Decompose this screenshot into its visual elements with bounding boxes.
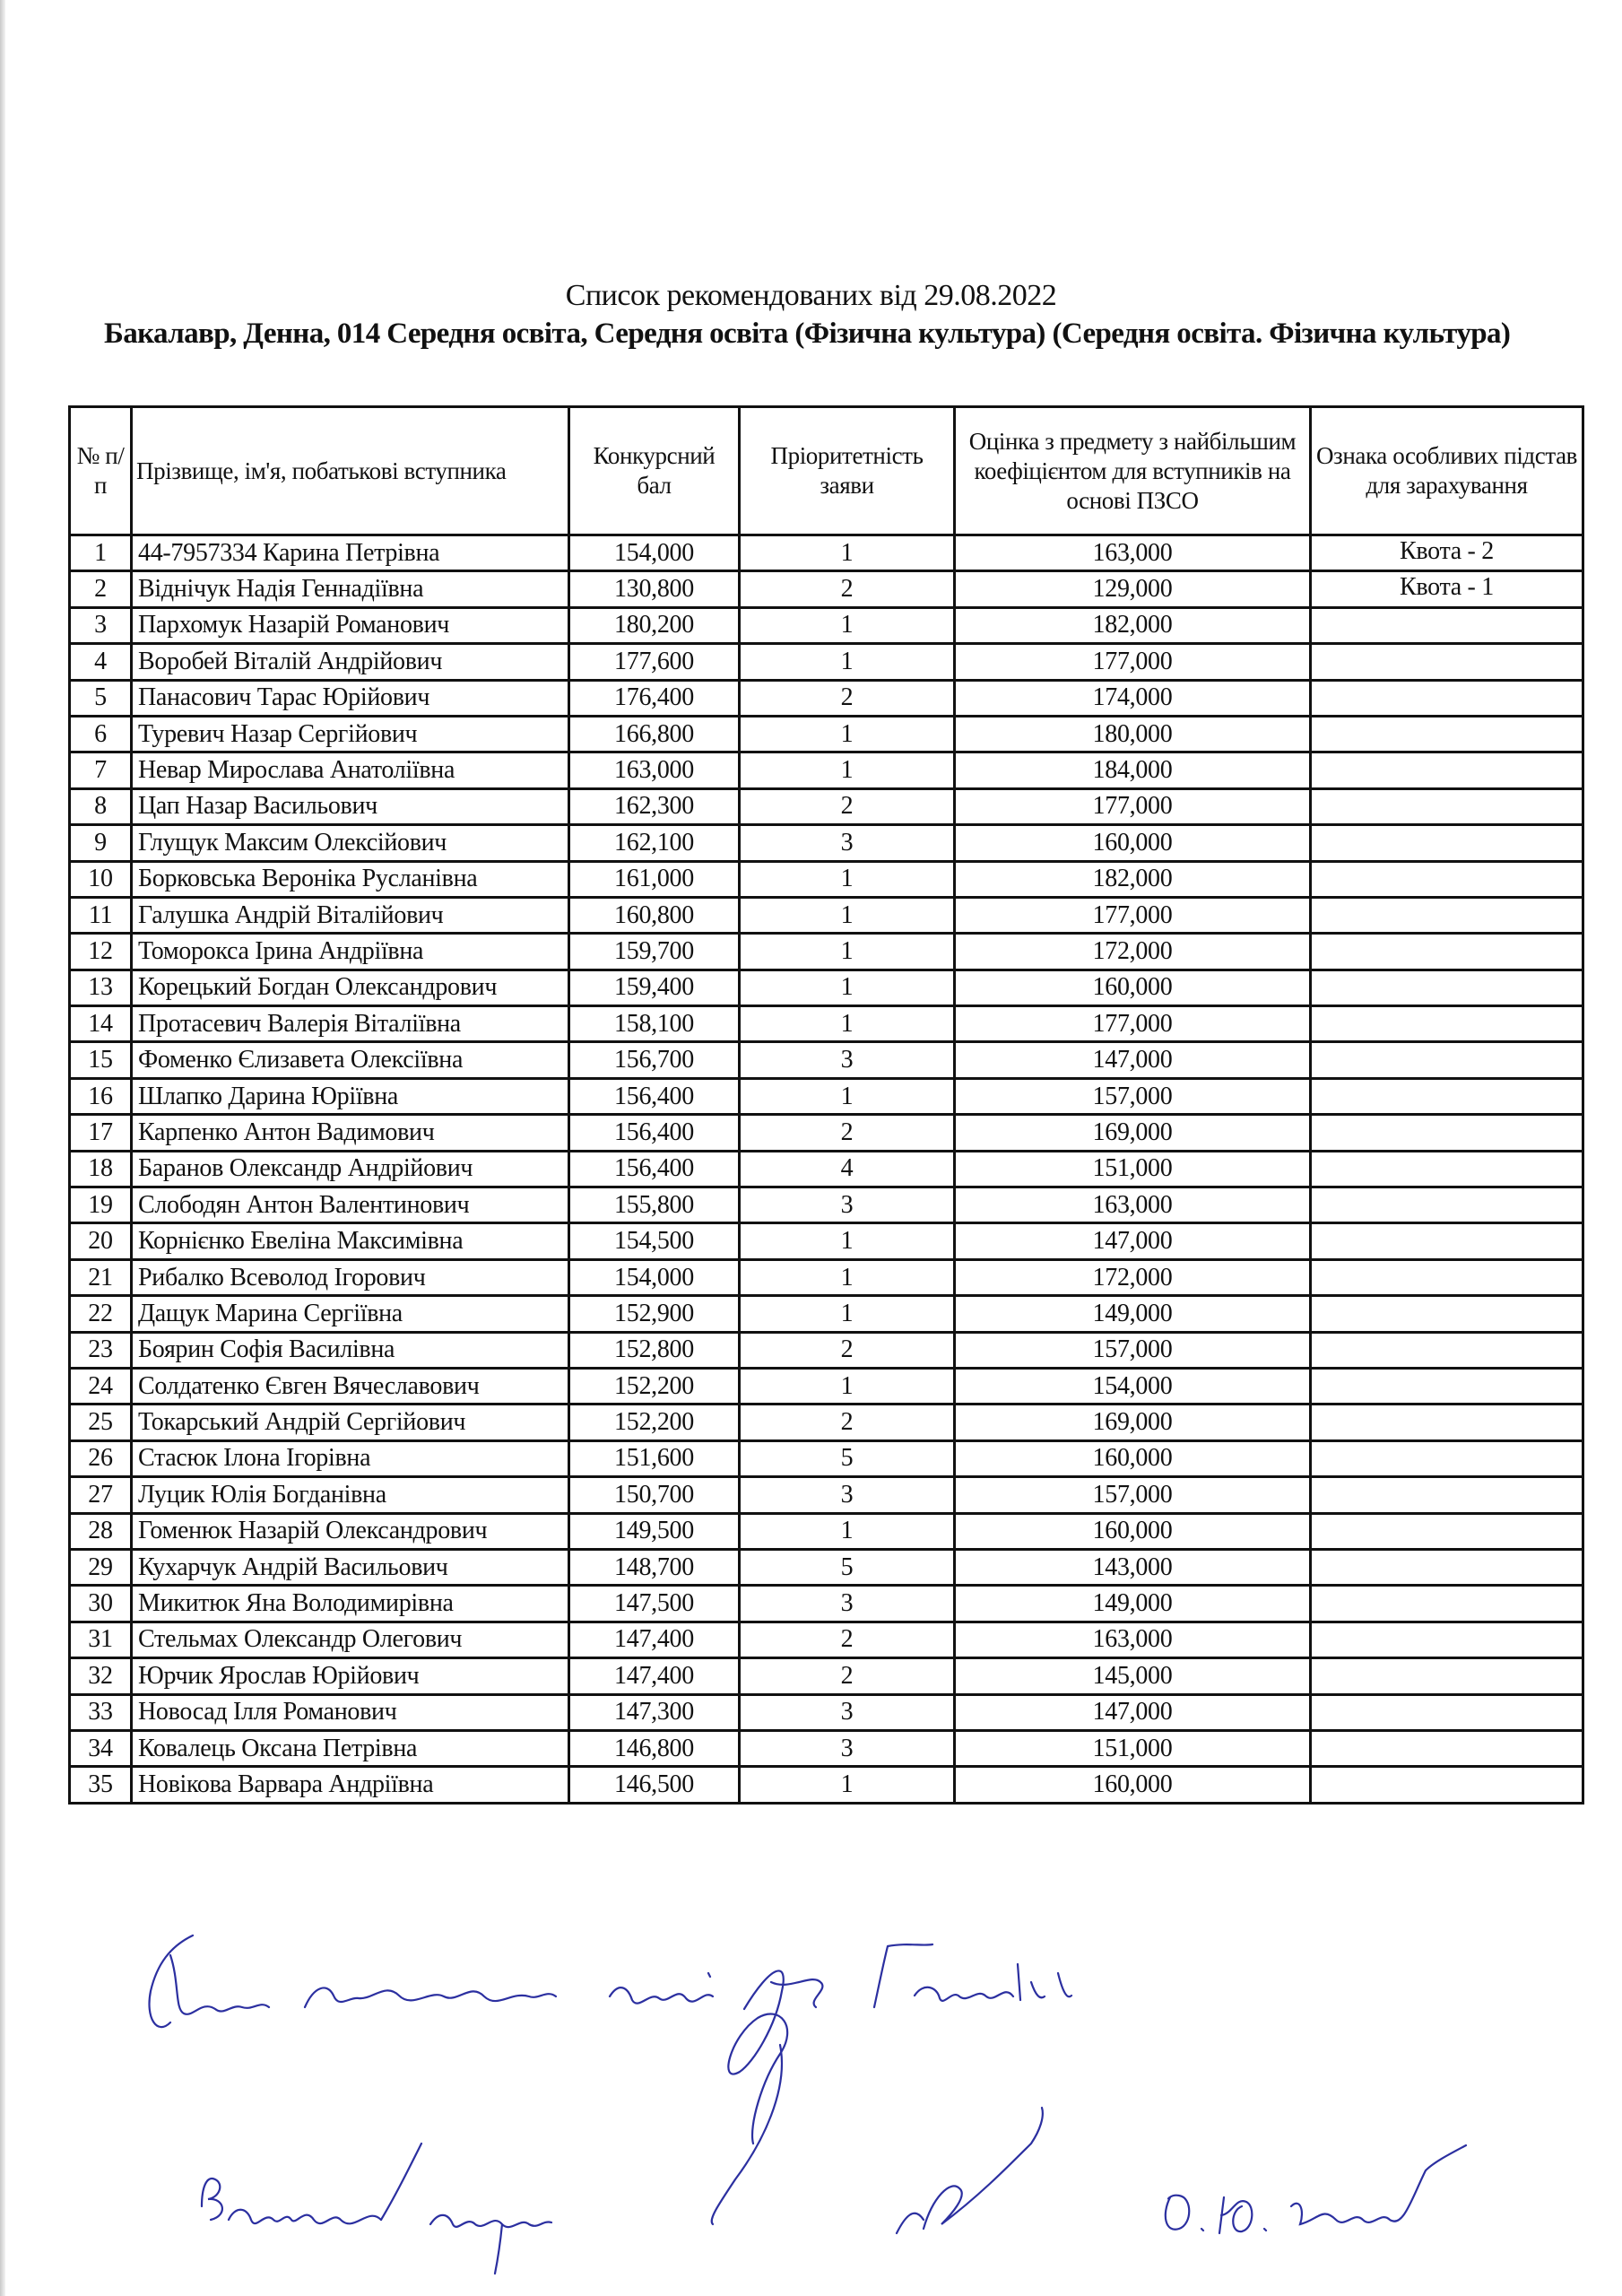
table-row: [70, 1078, 1583, 1114]
row-num: 22: [70, 1296, 132, 1332]
application-priority: 3: [740, 1187, 955, 1223]
applicant-name: Туревич Назар Сергійович: [132, 716, 569, 752]
special-grounds: [1311, 1622, 1583, 1657]
application-priority: 1: [740, 1368, 955, 1404]
subject-score: 160,000: [955, 1767, 1311, 1803]
application-priority: 1: [740, 1259, 955, 1295]
special-grounds: [1311, 1368, 1583, 1404]
application-priority: 1: [740, 1078, 955, 1114]
row-num: 16: [70, 1078, 132, 1114]
competitive-score: 152,200: [569, 1405, 740, 1440]
table-row: [70, 1332, 1583, 1368]
competitive-score: 147,500: [569, 1586, 740, 1622]
row-num: 1: [70, 535, 132, 571]
special-grounds: [1311, 1549, 1583, 1585]
table-row: [70, 607, 1583, 643]
applicant-name: Пархомук Назарій Романович: [132, 607, 569, 643]
table-row: [70, 1368, 1583, 1404]
competitive-score: 146,800: [569, 1730, 740, 1766]
applicant-name: Юрчик Ярослав Юрійович: [132, 1658, 569, 1694]
application-priority: 1: [740, 1296, 955, 1332]
application-priority: 1: [740, 535, 955, 571]
applicant-name: Рибалко Всеволод Ігорович: [132, 1259, 569, 1295]
row-num: 11: [70, 897, 132, 933]
special-grounds: [1311, 1223, 1583, 1259]
special-grounds: [1311, 788, 1583, 824]
competitive-score: 166,800: [569, 716, 740, 752]
table-row: [70, 825, 1583, 861]
competitive-score: 151,600: [569, 1440, 740, 1476]
applicant-name: Корнієнко Евеліна Максимівна: [132, 1223, 569, 1259]
table-row: [70, 752, 1583, 788]
row-num: 26: [70, 1440, 132, 1476]
table-row: [70, 1006, 1583, 1042]
applicant-name: Солдатенко Євген Вячеславович: [132, 1368, 569, 1404]
table-header-row: [70, 407, 1583, 535]
application-priority: 1: [740, 752, 955, 788]
subject-score: 157,000: [955, 1477, 1311, 1513]
special-grounds: [1311, 1078, 1583, 1114]
application-priority: 1: [740, 934, 955, 970]
competitive-score: 160,800: [569, 897, 740, 933]
application-priority: 2: [740, 1622, 955, 1657]
row-num: 10: [70, 861, 132, 897]
special-grounds: Квота - 2: [1311, 535, 1583, 571]
applicant-name: Віднічук Надія Геннадіївна: [132, 571, 569, 607]
subject-score: 172,000: [955, 1259, 1311, 1295]
applicant-name: Томорокса Ірина Андріївна: [132, 934, 569, 970]
subject-score: 147,000: [955, 1223, 1311, 1259]
table-row: [70, 934, 1583, 970]
subject-score: 177,000: [955, 1006, 1311, 1042]
row-num: 31: [70, 1622, 132, 1657]
application-priority: 2: [740, 1405, 955, 1440]
applicant-name: Шлапко Дарина Юріївна: [132, 1078, 569, 1114]
subject-score: 157,000: [955, 1332, 1311, 1368]
subject-score: 160,000: [955, 825, 1311, 861]
applicant-name: Баранов Олександр Андрійович: [132, 1151, 569, 1187]
table-row: [70, 1115, 1583, 1151]
handwritten-signatures-icon: [0, 1910, 1622, 2296]
special-grounds: [1311, 1187, 1583, 1223]
competitive-score: 154,000: [569, 1259, 740, 1295]
subject-score: 147,000: [955, 1694, 1311, 1730]
row-num: 12: [70, 934, 132, 970]
table-row: [70, 1296, 1583, 1332]
applicant-name: Ковалець Оксана Петрівна: [132, 1730, 569, 1766]
special-grounds: [1311, 1006, 1583, 1042]
special-grounds: [1311, 1332, 1583, 1368]
application-priority: 1: [740, 1767, 955, 1803]
header-num: № п/п: [70, 407, 132, 535]
header-subject-score: Оцінка з предмету з найбільшим коефіцієнтом для вступників на основі ПЗСО: [955, 407, 1311, 535]
subject-score: 145,000: [955, 1658, 1311, 1694]
row-num: 15: [70, 1042, 132, 1078]
special-grounds: [1311, 1042, 1583, 1078]
special-grounds: [1311, 1259, 1583, 1295]
applicant-name: Воробей Віталій Андрійович: [132, 644, 569, 680]
subject-score: 172,000: [955, 934, 1311, 970]
application-priority: 2: [740, 788, 955, 824]
table-row: [70, 644, 1583, 680]
competitive-score: 161,000: [569, 861, 740, 897]
special-grounds: [1311, 897, 1583, 933]
special-grounds: [1311, 1767, 1583, 1803]
row-num: 3: [70, 607, 132, 643]
row-num: 6: [70, 716, 132, 752]
application-priority: 3: [740, 1477, 955, 1513]
application-priority: 3: [740, 1042, 955, 1078]
row-num: 9: [70, 825, 132, 861]
subject-score: 174,000: [955, 680, 1311, 716]
subject-score: 163,000: [955, 1187, 1311, 1223]
subject-score: 157,000: [955, 1078, 1311, 1114]
application-priority: 1: [740, 897, 955, 933]
competitive-score: 162,300: [569, 788, 740, 824]
application-priority: 1: [740, 644, 955, 680]
special-grounds: Квота - 1: [1311, 571, 1583, 607]
subject-score: 177,000: [955, 788, 1311, 824]
subject-score: 143,000: [955, 1549, 1311, 1585]
header-priority: Пріоритетність заяви: [740, 407, 955, 535]
row-num: 5: [70, 680, 132, 716]
competitive-score: 147,400: [569, 1622, 740, 1657]
row-num: 34: [70, 1730, 132, 1766]
competitive-score: 150,700: [569, 1477, 740, 1513]
row-num: 35: [70, 1767, 132, 1803]
row-num: 17: [70, 1115, 132, 1151]
table-row: [70, 970, 1583, 1005]
row-num: 14: [70, 1006, 132, 1042]
competitive-score: 130,800: [569, 571, 740, 607]
application-priority: 2: [740, 680, 955, 716]
special-grounds: [1311, 716, 1583, 752]
table-row: [70, 1694, 1583, 1730]
competitive-score: 176,400: [569, 680, 740, 716]
special-grounds: [1311, 1296, 1583, 1332]
header-special-grounds: Ознака особливих підстав для зарахування: [1311, 407, 1583, 535]
special-grounds: [1311, 1477, 1583, 1513]
row-num: 27: [70, 1477, 132, 1513]
applicant-name: Новосад Ілля Романович: [132, 1694, 569, 1730]
competitive-score: 147,400: [569, 1658, 740, 1694]
table-row: [70, 1767, 1583, 1803]
application-priority: 2: [740, 1115, 955, 1151]
recommended-list-table: [68, 405, 1584, 1805]
subject-score: 184,000: [955, 752, 1311, 788]
application-priority: 5: [740, 1440, 955, 1476]
subject-score: 169,000: [955, 1115, 1311, 1151]
competitive-score: 146,500: [569, 1767, 740, 1803]
row-num: 20: [70, 1223, 132, 1259]
competitive-score: 154,000: [569, 535, 740, 571]
row-num: 23: [70, 1332, 132, 1368]
table-row: [70, 1259, 1583, 1295]
subject-score: 169,000: [955, 1405, 1311, 1440]
applicant-name: Галушка Андрій Віталійович: [132, 897, 569, 933]
application-priority: 1: [740, 1513, 955, 1549]
application-priority: 1: [740, 1223, 955, 1259]
row-num: 2: [70, 571, 132, 607]
competitive-score: 154,500: [569, 1223, 740, 1259]
applicant-name: Цап Назар Васильович: [132, 788, 569, 824]
competitive-score: 147,300: [569, 1694, 740, 1730]
applicant-name: Глущук Максим Олексійович: [132, 825, 569, 861]
special-grounds: [1311, 861, 1583, 897]
row-num: 7: [70, 752, 132, 788]
table-row: [70, 680, 1583, 716]
table-row: [70, 1223, 1583, 1259]
row-num: 21: [70, 1259, 132, 1295]
special-grounds: [1311, 825, 1583, 861]
special-grounds: [1311, 1730, 1583, 1766]
table-row: [70, 1042, 1583, 1078]
applicant-name: Невар Мирослава Анатоліївна: [132, 752, 569, 788]
subject-score: 177,000: [955, 897, 1311, 933]
table-row: [70, 1658, 1583, 1694]
competitive-score: 180,200: [569, 607, 740, 643]
special-grounds: [1311, 644, 1583, 680]
subject-score: 149,000: [955, 1586, 1311, 1622]
row-num: 33: [70, 1694, 132, 1730]
competitive-score: 152,900: [569, 1296, 740, 1332]
special-grounds: [1311, 680, 1583, 716]
row-num: 18: [70, 1151, 132, 1187]
application-priority: 1: [740, 1006, 955, 1042]
applicant-name: Стасюк Ілона Ігорівна: [132, 1440, 569, 1476]
competitive-score: 149,500: [569, 1513, 740, 1549]
row-num: 32: [70, 1658, 132, 1694]
subject-score: 149,000: [955, 1296, 1311, 1332]
subject-score: 160,000: [955, 1513, 1311, 1549]
application-priority: 3: [740, 1694, 955, 1730]
applicant-name: Дащук Марина Сергіївна: [132, 1296, 569, 1332]
applicant-name: Борковська Вероніка Русланівна: [132, 861, 569, 897]
competitive-score: 156,400: [569, 1078, 740, 1114]
table-row: [70, 716, 1583, 752]
table-row: [70, 1405, 1583, 1440]
row-num: 4: [70, 644, 132, 680]
special-grounds: [1311, 607, 1583, 643]
header-name: Прізвище, ім'я, побатькові вступника: [132, 407, 569, 535]
application-priority: 1: [740, 970, 955, 1005]
subject-score: 180,000: [955, 716, 1311, 752]
competitive-score: 152,200: [569, 1368, 740, 1404]
row-num: 29: [70, 1549, 132, 1585]
table-row: [70, 1622, 1583, 1657]
applicant-name: Гоменюк Назарій Олександрович: [132, 1513, 569, 1549]
application-priority: 2: [740, 1658, 955, 1694]
row-num: 13: [70, 970, 132, 1005]
application-priority: 2: [740, 571, 955, 607]
special-grounds: [1311, 934, 1583, 970]
row-num: 8: [70, 788, 132, 824]
subject-score: 182,000: [955, 607, 1311, 643]
table-row: [70, 1440, 1583, 1476]
competitive-score: 162,100: [569, 825, 740, 861]
applicant-name: Стельмах Олександр Олегович: [132, 1622, 569, 1657]
row-num: 24: [70, 1368, 132, 1404]
application-priority: 3: [740, 1586, 955, 1622]
competitive-score: 177,600: [569, 644, 740, 680]
applicant-name: Фоменко Єлизавета Олексіївна: [132, 1042, 569, 1078]
header-score: Конкурсний бал: [569, 407, 740, 535]
competitive-score: 158,100: [569, 1006, 740, 1042]
table-row: [70, 861, 1583, 897]
table-row: [70, 1586, 1583, 1622]
special-grounds: [1311, 1405, 1583, 1440]
special-grounds: [1311, 1694, 1583, 1730]
table-row: [70, 897, 1583, 933]
applicant-name: Панасович Тарас Юрійович: [132, 680, 569, 716]
special-grounds: [1311, 1440, 1583, 1476]
subject-score: 151,000: [955, 1151, 1311, 1187]
applicant-name: Микитюк Яна Володимирівна: [132, 1586, 569, 1622]
applicant-name: Токарський Андрій Сергійович: [132, 1405, 569, 1440]
application-priority: 1: [740, 861, 955, 897]
table-row: [70, 571, 1583, 607]
special-grounds: [1311, 1151, 1583, 1187]
table-body: [70, 535, 1583, 1804]
row-num: 28: [70, 1513, 132, 1549]
table-row: [70, 1549, 1583, 1585]
applicant-name: Протасевич Валерія Віталіївна: [132, 1006, 569, 1042]
document-subtitle: Бакалавр, Денна, 014 Середня освіта, Середня освіта (Фізична культура) (Середня освіта. Фізична культура): [104, 317, 1511, 350]
subject-score: 147,000: [955, 1042, 1311, 1078]
table-row: [70, 1187, 1583, 1223]
competitive-score: 156,400: [569, 1115, 740, 1151]
application-priority: 1: [740, 607, 955, 643]
table-row: [70, 788, 1583, 824]
subject-score: 160,000: [955, 970, 1311, 1005]
subject-score: 163,000: [955, 1622, 1311, 1657]
row-num: 25: [70, 1405, 132, 1440]
competitive-score: 156,700: [569, 1042, 740, 1078]
subject-score: 163,000: [955, 535, 1311, 571]
competitive-score: 156,400: [569, 1151, 740, 1187]
subject-score: 182,000: [955, 861, 1311, 897]
subject-score: 154,000: [955, 1368, 1311, 1404]
subject-score: 160,000: [955, 1440, 1311, 1476]
application-priority: 4: [740, 1151, 955, 1187]
special-grounds: [1311, 1115, 1583, 1151]
applicant-name: 44-7957334 Карина Петрівна: [132, 535, 569, 571]
special-grounds: [1311, 1513, 1583, 1549]
application-priority: 1: [740, 716, 955, 752]
special-grounds: [1311, 1658, 1583, 1694]
row-num: 30: [70, 1586, 132, 1622]
application-priority: 2: [740, 1332, 955, 1368]
table-row: [70, 1477, 1583, 1513]
table-row: [70, 1513, 1583, 1549]
table-row: [70, 1730, 1583, 1766]
special-grounds: [1311, 1586, 1583, 1622]
document-title: Список рекомендованих від 29.08.2022: [565, 279, 1057, 312]
application-priority: 3: [740, 825, 955, 861]
application-priority: 5: [740, 1549, 955, 1585]
competitive-score: 159,700: [569, 934, 740, 970]
competitive-score: 148,700: [569, 1549, 740, 1585]
applicant-name: Карпенко Антон Вадимович: [132, 1115, 569, 1151]
signature-block: [0, 1910, 1622, 2296]
competitive-score: 152,800: [569, 1332, 740, 1368]
row-num: 19: [70, 1187, 132, 1223]
table-row: [70, 535, 1583, 571]
subject-score: 129,000: [955, 571, 1311, 607]
special-grounds: [1311, 970, 1583, 1005]
competitive-score: 155,800: [569, 1187, 740, 1223]
table-row: [70, 1151, 1583, 1187]
subject-score: 177,000: [955, 644, 1311, 680]
special-grounds: [1311, 752, 1583, 788]
applicant-name: Луцик Юлія Богданівна: [132, 1477, 569, 1513]
applicant-name: Новікова Варвара Андріївна: [132, 1767, 569, 1803]
subject-score: 151,000: [955, 1730, 1311, 1766]
applicant-name: Боярин Софія Василівна: [132, 1332, 569, 1368]
competitive-score: 163,000: [569, 752, 740, 788]
applicant-name: Кухарчук Андрій Васильович: [132, 1549, 569, 1585]
competitive-score: 159,400: [569, 970, 740, 1005]
applicant-name: Слободян Антон Валентинович: [132, 1187, 569, 1223]
applicant-name: Корецький Богдан Олександрович: [132, 970, 569, 1005]
application-priority: 3: [740, 1730, 955, 1766]
